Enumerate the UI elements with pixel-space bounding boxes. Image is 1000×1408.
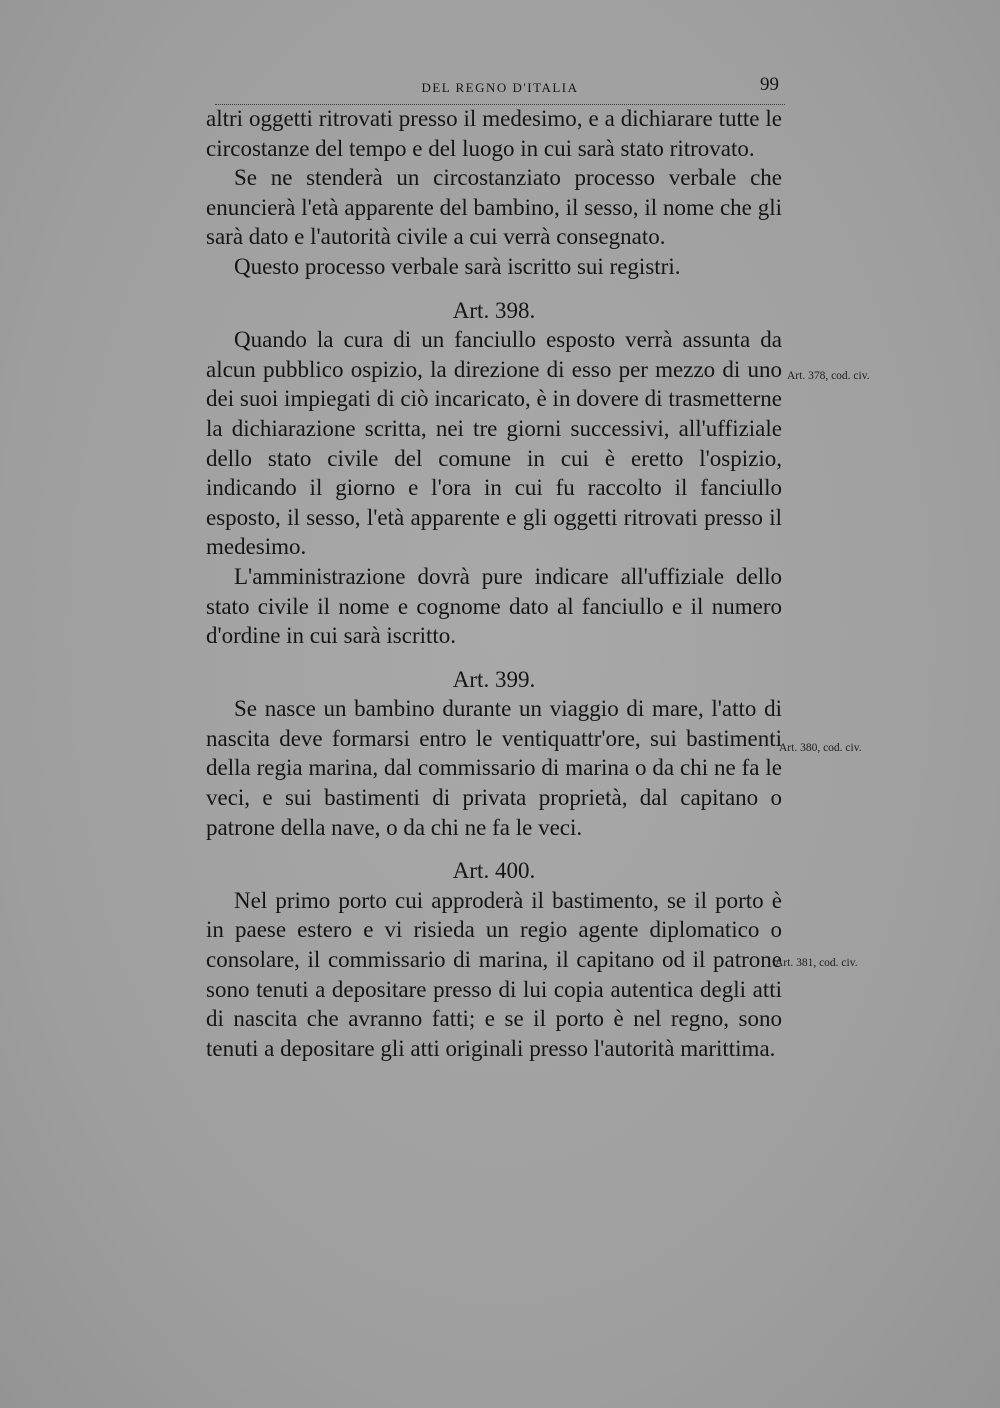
paragraph: Questo processo verbale sarà iscritto sui registri.	[234, 253, 681, 279]
margin-note-400: Art. 381, cod. civ.	[775, 957, 858, 969]
paragraph-continuation: altri oggetti ritrovati presso il medesimo, e a dichiarare tutte le circostanze del tempo e del luogo in cui sarà stato ritrovato.	[206, 106, 782, 161]
article-398-paragraph: L'amministrazione dovrà pure indicare all'uffiziale dello stato civile il nome e cognome dato al fanciullo e il numero d'ordine in cui sarà iscritto.	[206, 563, 782, 649]
article-heading-400: Art. 400.	[452, 858, 536, 884]
article-398-paragraph: Quando la cura di un fanciullo esposto verrà assunta da alcun pubblico ospizio, la direzione di esso per mezzo di uno dei suoi impiegati di ciò incaricato, è in dovere di trasmetterne la dichiarazione scritta, nei tre giorni successivi, all'uffiziale dello stato civile del comune in cui è eretto l'ospizio, indicando il giorno e l'ora in cui fu raccolto il fanciullo esposto, il sesso, l'età apparente e gli oggetti ritrovati presso il medesimo.	[206, 327, 782, 560]
page-number: 99	[760, 74, 779, 95]
article-399-paragraph: Se nasce un bambino durante un viaggio di mare, l'atto di nascita deve formarsi entro le ventiquattr'ore, sui bastimenti della regia marina, dal commissario di marina o da chi ne fa le veci, e sui bastimenti di privata proprietà, dal capitano o patrone della nave, o da chi ne fa le veci.	[206, 696, 782, 840]
paragraph: Se ne stenderà un circostanziato processo verbale che enuncierà l'età apparente del bambino, il sesso, il nome che gli sarà dato e l'autorità civile a cui verrà consegnato.	[206, 165, 782, 250]
article-heading-398: Art. 398.	[452, 297, 536, 323]
body-text	[206, 104, 782, 1063]
article-heading-399: Art. 399.	[452, 666, 536, 692]
margin-note-399: Art. 380, cod. civ.	[779, 742, 862, 754]
margin-note-398: Art. 378, cod. civ.	[787, 370, 870, 382]
running-header	[215, 74, 785, 105]
article-400-paragraph: Nel primo porto cui approderà il bastimento, se il porto è in paese estero e vi risieda un regio agente diplomatico o consolare, il commissario di marina, il capitano od il patrone sono tenuti a depositare presso di lui copia autentica degli atti di nascita che avranno fatti; e se il porto è nel regno, sono tenuti a depositare gli atti originali presso l'autorità marittima.	[206, 887, 782, 1061]
running-title: DEL REGNO D'ITALIA	[421, 80, 579, 95]
